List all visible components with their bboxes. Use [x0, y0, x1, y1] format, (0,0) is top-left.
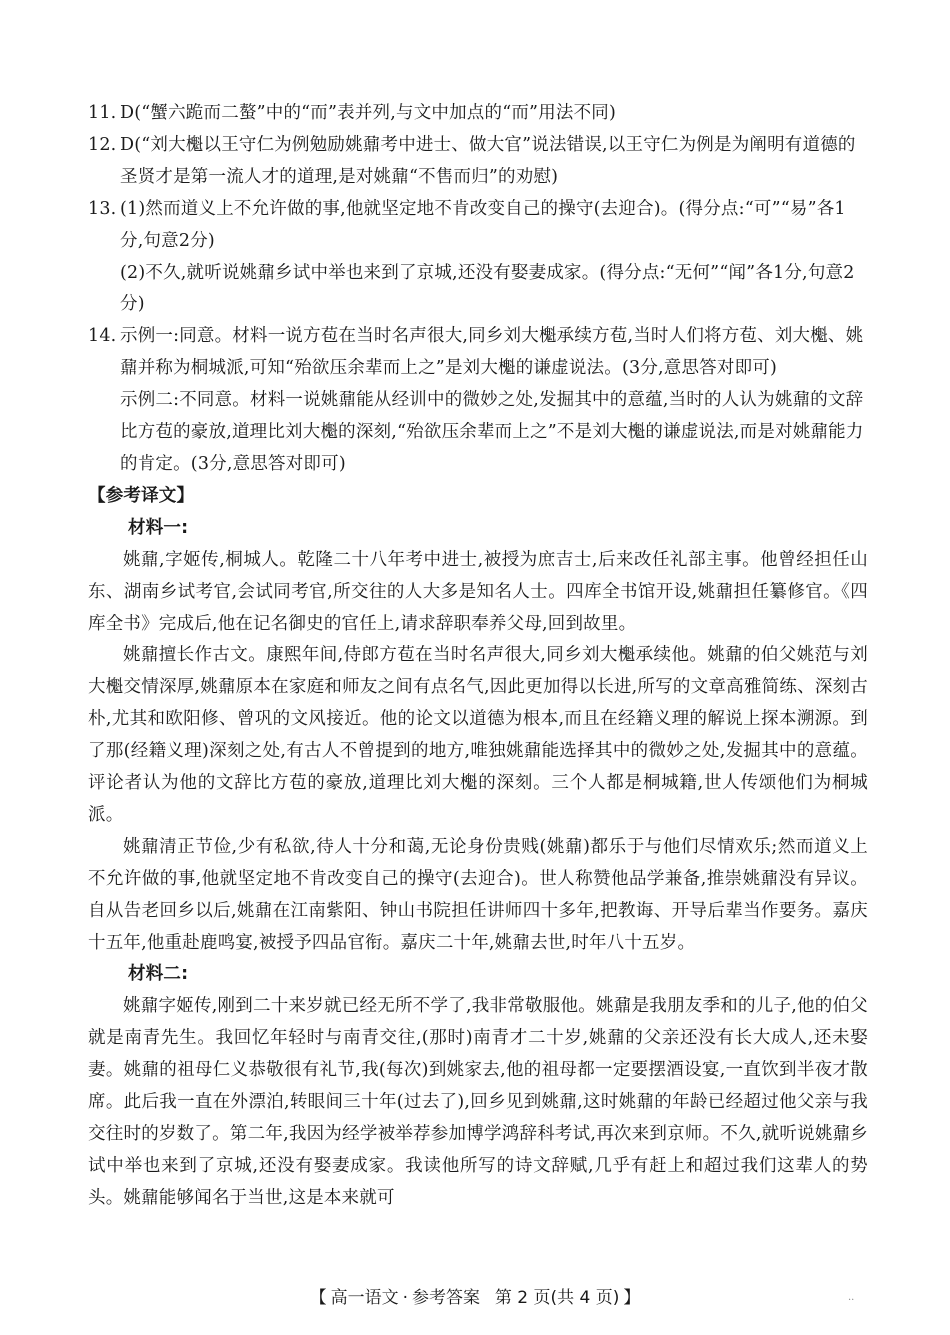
answer-13 [88, 194, 868, 258]
answer-11 [88, 98, 868, 130]
answer-text: D(“刘大櫆以王守仁为例勉励姚鼐考中进士、做大官”说法错误,以王守仁为例是为阐明有道德的圣贤才是第一流人才的道理,是对姚鼐“不售而归”的劝慰) [120, 134, 856, 187]
corner-mark: .. [848, 1292, 855, 1303]
answer-14-example-2 [88, 385, 868, 481]
material-1-paragraph: 姚鼐,字姬传,桐城人。乾隆二十八年考中进士,被授为庶吉士,后来改任礼部主事。他曾经担任山东、湖南乡试考官,会试同考官,所交往的人大多是知名人士。四库全书馆开设,姚鼐担任纂修官。《四库全书》完成后,他在记名御史的官任上,请求辞职奉养父母,回到故里。 [88, 549, 868, 634]
page-content [88, 98, 868, 1215]
answer-text: (2)不久,就听说姚鼐乡试中举也来到了京城,还没有娶妻成家。(得分点:“无何”“闻”各1分,句意2分) [120, 262, 855, 315]
answer-text: (1)然而道义上不允许做的事,他就坚定地不肯改变自己的操守(去迎合)。(得分点:“可”“易”各1分,句意2分) [120, 198, 846, 251]
answer-number: 11. [88, 103, 117, 123]
answer-text: D(“蟹六跪而二螯”中的“而”表并列,与文中加点的“而”用法不同) [120, 103, 617, 123]
material-1-paragraph: 姚鼐清正节俭,少有私欲,待人十分和蔼,无论身份贵贱(姚鼐)都乐于与他们尽情欢乐;然而道义上不允许做的事,他就坚定地不肯改变自己的操守(去迎合)。世人称赞他品学兼备,推崇姚鼐没有异议。自从告老回乡以后,姚鼐在江南紫阳、钟山书院担任讲师四十多年,把教诲、开导后辈当作要务。嘉庆十五年,他重赴鹿鸣宴,被授予四品官衔。嘉庆二十年,姚鼐去世,时年八十五岁。 [88, 836, 868, 953]
answer-number: 14. [88, 326, 117, 347]
answer-14 [88, 321, 868, 385]
page-footer [0, 1283, 950, 1308]
material-1-title: 材料一: [128, 517, 189, 538]
section-title: 【参考译文】 [88, 485, 195, 506]
footer-doc-type: 参考答案 [412, 1288, 481, 1308]
footer-dot: · [402, 1288, 409, 1308]
answer-text: 示例二:不同意。材料一说姚鼐能从经训中的微妙之处,发掘其中的意蕴,当时的人认为姚鼐的文辞比方苞的豪放,道理比刘大櫆的深刻,“殆欲压余辈而上之”不是刘大櫆的谦虚说法,而是对姚鼐能力的肯定。(3分,意思答对即可) [120, 390, 864, 474]
footer-page-info: 第 2 页(共 4 页) [494, 1288, 620, 1308]
answer-12 [88, 130, 868, 194]
answer-number: 12. [88, 134, 117, 155]
footer-right-bracket: 】 [623, 1288, 641, 1308]
answer-13-part-2 [88, 258, 868, 322]
material-2-paragraph: 姚鼐字姬传,刚到二十来岁就已经无所不学了,我非常敬服他。姚鼐是我朋友季和的儿子,他的伯父就是南青先生。我回忆年轻时与南青交往,(那时)南青才二十岁,姚鼐的父亲还没有长大成人,还未娶妻。姚鼐的祖母仁义恭敬很有礼节,我(每次)到姚家去,他的祖母都一定要摆酒设宴,一直饮到半夜才散席。此后我一直在外漂泊,转眼间三十年(过去了),回乡见到姚鼐,这时姚鼐的年龄已经超过他父亲与我交往时的岁数了。第二年,我因为经学被举荐参加博学鸿辞科考试,再次来到京师。不久,就听说姚鼐乡试中举也来到了京城,还没有娶妻成家。我读他所写的诗文辞赋,几乎有赶上和超过我们这辈人的势头。姚鼐能够闻名于当世,这是本来就可 [88, 996, 868, 1208]
footer-left-bracket: 【 [309, 1288, 327, 1308]
footer-subject: 高一语文 [330, 1288, 399, 1308]
answer-number: 13. [88, 198, 117, 219]
material-2-title: 材料二: [128, 964, 189, 985]
answer-text: 示例一:同意。材料一说方苞在当时名声很大,同乡刘大櫆承续方苞,当时人们将方苞、刘大櫆、姚鼐并称为桐城派,可知“殆欲压余辈而上之”是刘大櫆的谦虚说法。(3分,意思答对即可) [120, 326, 864, 379]
material-1-paragraph: 姚鼐擅长作古文。康熙年间,侍郎方苞在当时名声很大,同乡刘大櫆承续他。姚鼐的伯父姚范与刘大櫆交情深厚,姚鼐原本在家庭和师友之间有点名气,因此更加得以长进,所写的文章高雅简练、深刻古朴,尤其和欧阳修、曾巩的文风接近。他的论文以道德为根本,而且在经籍义理的解说上探本溯源。到了那(经籍义理)深刻之处,有古人不曾提到的地方,唯独姚鼐能选择其中的微妙之处,发掘其中的意蕴。评论者认为他的文辞比方苞的豪放,道理比刘大櫆的深刻。三个人都是桐城籍,世人传颂他们为桐城派。 [88, 645, 868, 825]
